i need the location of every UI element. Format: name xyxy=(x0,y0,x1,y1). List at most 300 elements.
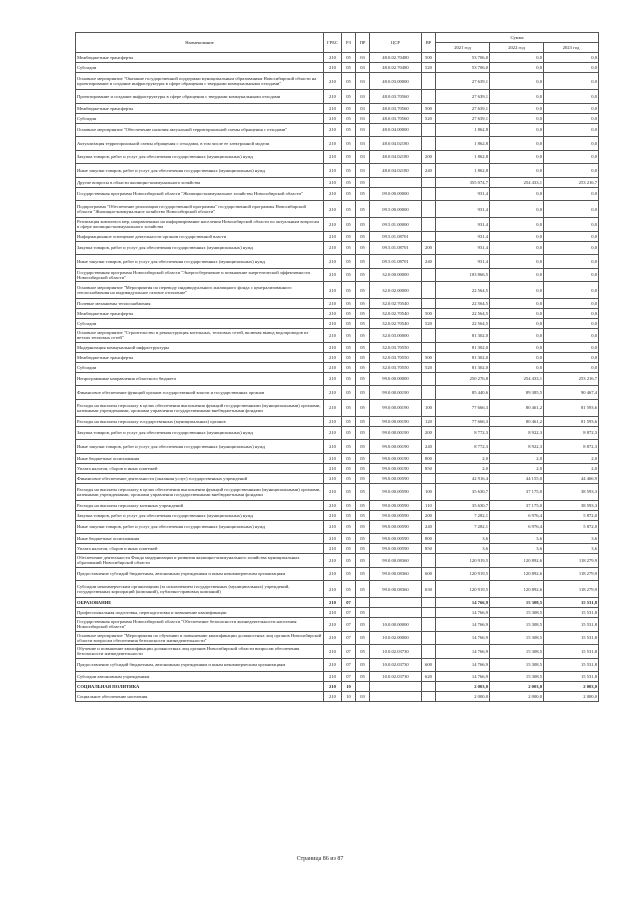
row-vr xyxy=(422,692,436,702)
row-2022: 254 433,1 xyxy=(490,372,544,386)
table-row xyxy=(76,692,599,702)
row-2023: 38 593,3 xyxy=(544,483,599,500)
row-2022: 6 976,4 xyxy=(490,520,544,534)
row-2021: 42 916,4 xyxy=(436,473,490,483)
row-csr: 48.0.02.70480 xyxy=(370,53,422,63)
row-rz: 05 xyxy=(342,473,356,483)
row-rz: 07 xyxy=(342,658,356,672)
row-rz: 10 xyxy=(342,682,356,692)
row-rz: 05 xyxy=(342,218,356,232)
row-csr: 09.5.00.00000 xyxy=(370,201,422,218)
row-rz: 05 xyxy=(342,362,356,372)
row-2023: 253 216,7 xyxy=(544,177,599,187)
row-vr xyxy=(422,137,436,151)
row-2023: 253 216,7 xyxy=(544,372,599,386)
row-2023: 5 872,0 xyxy=(544,510,599,520)
row-2021: 77 666,3 xyxy=(436,399,490,416)
row-2021: 81 302,0 xyxy=(436,329,490,343)
row-pr xyxy=(356,682,370,692)
row-2022: 0,0 xyxy=(490,342,544,352)
table-row xyxy=(76,63,599,73)
row-grbs: 210 xyxy=(324,372,342,386)
row-vr xyxy=(422,299,436,309)
table-row xyxy=(76,90,599,104)
row-csr xyxy=(370,692,422,702)
row-2021: 81 302,0 xyxy=(436,362,490,372)
row-vr: 600 xyxy=(422,567,436,581)
row-pr: 05 xyxy=(356,544,370,554)
row-pr: 05 xyxy=(356,319,370,329)
row-pr: 03 xyxy=(356,692,370,702)
row-2023: 3,6 xyxy=(544,534,599,544)
row-rz: 05 xyxy=(342,416,356,426)
row-name: Субсидии xyxy=(76,113,324,123)
row-rz: 07 xyxy=(342,618,356,632)
row-vr xyxy=(422,73,436,90)
row-2022: 15 308,5 xyxy=(490,672,544,682)
row-vr: 240 xyxy=(422,520,436,534)
table-row xyxy=(76,164,599,178)
row-csr: 48.0.03.70560 xyxy=(370,113,422,123)
row-2022: 0,0 xyxy=(490,137,544,151)
row-grbs: 210 xyxy=(324,426,342,440)
row-grbs: 210 xyxy=(324,399,342,416)
table-row xyxy=(76,453,599,463)
row-grbs: 210 xyxy=(324,473,342,483)
row-2022: 0,0 xyxy=(490,319,544,329)
table-row xyxy=(76,598,599,608)
row-rz: 05 xyxy=(342,255,356,269)
row-2022: 0,0 xyxy=(490,150,544,164)
row-2021: 27 639,1 xyxy=(436,103,490,113)
row-pr: 05 xyxy=(356,399,370,416)
row-grbs: 210 xyxy=(324,510,342,520)
row-2021: 14 766,9 xyxy=(436,645,490,659)
row-2023: 2,0 xyxy=(544,453,599,463)
row-grbs: 210 xyxy=(324,177,342,187)
row-grbs: 210 xyxy=(324,309,342,319)
row-2022: 254 433,1 xyxy=(490,177,544,187)
row-2021: 35 630,7 xyxy=(436,483,490,500)
row-pr: 05 xyxy=(356,241,370,255)
row-grbs: 210 xyxy=(324,500,342,510)
table-row xyxy=(76,618,599,632)
row-name: Полевые механизмы теплоснабжения xyxy=(76,299,324,309)
row-grbs: 210 xyxy=(324,520,342,534)
row-rz: 05 xyxy=(342,463,356,473)
row-csr: 32.0.03.70550 xyxy=(370,362,422,372)
table-row xyxy=(76,319,599,329)
row-name: Субсидии xyxy=(76,63,324,73)
row-2022: 15 308,5 xyxy=(490,631,544,645)
row-2022: 0,0 xyxy=(490,362,544,372)
row-pr: 05 xyxy=(356,426,370,440)
row-2021: 1 862,8 xyxy=(436,150,490,164)
row-pr: 05 xyxy=(356,618,370,632)
row-2022: 15 308,5 xyxy=(490,645,544,659)
row-2021: 35 630,7 xyxy=(436,500,490,510)
row-name: Иные закупки товаров, работ и услуг для обеспечения государственных (муниципальных) нужд xyxy=(76,255,324,269)
table-row xyxy=(76,218,599,232)
row-2021: 22 564,5 xyxy=(436,309,490,319)
row-name: Профессиональная подготовка, переподготовка и повышение квалификации xyxy=(76,608,324,618)
row-csr: 99.0.00.00190 xyxy=(370,463,422,473)
row-pr: 05 xyxy=(356,500,370,510)
row-name: Межбюджетные трансферты xyxy=(76,53,324,63)
row-2022: 0,0 xyxy=(490,113,544,123)
row-grbs: 210 xyxy=(324,73,342,90)
row-vr xyxy=(422,268,436,282)
row-grbs: 210 xyxy=(324,352,342,362)
row-vr: 800 xyxy=(422,453,436,463)
row-pr: 03 xyxy=(356,164,370,178)
table-row xyxy=(76,510,599,520)
row-grbs: 210 xyxy=(324,581,342,598)
row-name: Финансовое обеспечение деятельности (оказания услуг) государственных учреждений xyxy=(76,473,324,483)
table-row xyxy=(76,631,599,645)
budget-table-sheet xyxy=(75,32,598,702)
row-csr: 99.0.00.00190 xyxy=(370,440,422,454)
row-rz: 05 xyxy=(342,453,356,463)
table-row xyxy=(76,299,599,309)
row-rz: 05 xyxy=(342,483,356,500)
row-rz: 05 xyxy=(342,103,356,113)
row-pr: 05 xyxy=(356,416,370,426)
row-grbs: 210 xyxy=(324,567,342,581)
row-2021: 2,0 xyxy=(436,463,490,473)
row-2023: 81 593,6 xyxy=(544,416,599,426)
row-2021: 120 919,5 xyxy=(436,567,490,581)
table-row xyxy=(76,255,599,269)
row-pr: 05 xyxy=(356,608,370,618)
row-csr: 09.5.01.00000 xyxy=(370,218,422,232)
row-csr: 09.5.01.08701 xyxy=(370,255,422,269)
row-rz: 05 xyxy=(342,309,356,319)
row-pr: 05 xyxy=(356,483,370,500)
table-row xyxy=(76,372,599,386)
table-row xyxy=(76,440,599,454)
row-csr: 99.0.00.00190 xyxy=(370,386,422,400)
row-2022: 0,0 xyxy=(490,268,544,282)
row-2022: 2 003,0 xyxy=(490,682,544,692)
row-csr: 10.0.00.00000 xyxy=(370,618,422,632)
row-2021: 81 302,0 xyxy=(436,352,490,362)
row-2022: 80 461,2 xyxy=(490,399,544,416)
table-row xyxy=(76,187,599,201)
row-vr: 110 xyxy=(422,500,436,510)
table-row xyxy=(76,520,599,534)
row-grbs: 210 xyxy=(324,534,342,544)
row-2023: 0,0 xyxy=(544,63,599,73)
row-vr xyxy=(422,218,436,232)
row-2023: 0,0 xyxy=(544,362,599,372)
row-grbs: 210 xyxy=(324,90,342,104)
row-grbs: 210 xyxy=(324,150,342,164)
row-grbs: 210 xyxy=(324,329,342,343)
row-2023: 8 872,3 xyxy=(544,426,599,440)
row-2023: 3,6 xyxy=(544,544,599,554)
row-vr xyxy=(422,201,436,218)
row-vr xyxy=(422,372,436,386)
row-csr: 99.0.00.08360 xyxy=(370,567,422,581)
row-vr xyxy=(422,386,436,400)
row-csr: 32.0.03.70550 xyxy=(370,352,422,362)
row-name: Субсидии xyxy=(76,362,324,372)
row-csr: 10.0.02.03730 xyxy=(370,672,422,682)
row-2021: 22 564,5 xyxy=(436,299,490,309)
row-pr: 03 xyxy=(356,123,370,137)
row-vr: 520 xyxy=(422,319,436,329)
row-2021: 8 772,3 xyxy=(436,440,490,454)
row-csr: 99.0.00.00590 xyxy=(370,500,422,510)
row-pr: 03 xyxy=(356,63,370,73)
row-vr: 620 xyxy=(422,672,436,682)
row-2021: 1 862,8 xyxy=(436,164,490,178)
row-2021: 250 276,8 xyxy=(436,372,490,386)
row-2021: 120 919,5 xyxy=(436,554,490,568)
row-vr: 520 xyxy=(422,362,436,372)
row-pr: 05 xyxy=(356,581,370,598)
row-rz: 07 xyxy=(342,598,356,608)
row-2022: 0,0 xyxy=(490,201,544,218)
row-2021: 2,0 xyxy=(436,453,490,463)
row-vr: 500 xyxy=(422,103,436,113)
row-rz: 05 xyxy=(342,299,356,309)
row-csr: 48.0.04.00000 xyxy=(370,123,422,137)
row-name: Информационное освещение деятельности органов государственной власти xyxy=(76,231,324,241)
row-csr: 99.0.00.00590 xyxy=(370,544,422,554)
row-grbs: 210 xyxy=(324,231,342,241)
row-grbs: 210 xyxy=(324,483,342,500)
row-2023: 81 593,6 xyxy=(544,399,599,416)
row-2023: 118 279,9 xyxy=(544,567,599,581)
row-2022: 8 922,3 xyxy=(490,426,544,440)
row-pr: 05 xyxy=(356,658,370,672)
row-2022: 0,0 xyxy=(490,164,544,178)
row-csr: 48.0.04.02180 xyxy=(370,164,422,178)
row-pr: 05 xyxy=(356,453,370,463)
table-row xyxy=(76,658,599,672)
row-vr: 850 xyxy=(422,544,436,554)
row-grbs: 210 xyxy=(324,416,342,426)
row-vr xyxy=(422,682,436,692)
row-name: Закупка товаров, работ и услуг для обеспечения государственных (муниципальных) нужд xyxy=(76,510,324,520)
row-2023: 118 279,9 xyxy=(544,581,599,598)
table-row xyxy=(76,682,599,692)
row-pr: 05 xyxy=(356,473,370,483)
row-name: Расходы на выплаты персоналу в целях обеспечения выполнения функций государственными (муниципальными) органами, казенными учреждениями, органами управления государственными внебюджетными фондами xyxy=(76,483,324,500)
table-row xyxy=(76,386,599,400)
row-pr: 05 xyxy=(356,631,370,645)
table-row xyxy=(76,463,599,473)
row-pr: 05 xyxy=(356,268,370,282)
budget-table xyxy=(75,32,599,702)
row-2021: 2 003,0 xyxy=(436,682,490,692)
row-2023: 0,0 xyxy=(544,53,599,63)
table-row xyxy=(76,123,599,137)
row-name: Основное мероприятие "Мероприятия по обучению и повышению квалификации должностных лиц органов Новосибирской области вопросам обеспечения безопасности жизнедеятельности" xyxy=(76,631,324,645)
table-row xyxy=(76,53,599,63)
row-grbs: 210 xyxy=(324,241,342,255)
row-name: Модернизация коммунальной инфраструктуры xyxy=(76,342,324,352)
row-2021: 103 866,5 xyxy=(436,268,490,282)
row-pr: 05 xyxy=(356,567,370,581)
header-vr: ВР xyxy=(422,33,436,53)
row-grbs: 210 xyxy=(324,255,342,269)
row-pr: 05 xyxy=(356,352,370,362)
row-csr: 99.0.00.00190 xyxy=(370,453,422,463)
row-2022: 15 308,5 xyxy=(490,618,544,632)
row-rz: 05 xyxy=(342,534,356,544)
row-pr: 03 xyxy=(356,73,370,90)
row-vr xyxy=(422,554,436,568)
row-name: Основное мероприятие "Мероприятия по переводу индивидуального жилищного фонда с централизованного теплоснабжения на индивидуальное газовое отопление" xyxy=(76,282,324,299)
row-2021: 931,4 xyxy=(436,218,490,232)
row-vr xyxy=(422,631,436,645)
row-vr: 200 xyxy=(422,241,436,255)
row-rz: 05 xyxy=(342,201,356,218)
row-2023: 0,0 xyxy=(544,352,599,362)
row-csr: 99.0.00.08360 xyxy=(370,581,422,598)
row-name: ОБРАЗОВАНИЕ xyxy=(76,598,324,608)
row-grbs: 210 xyxy=(324,268,342,282)
row-rz: 05 xyxy=(342,510,356,520)
table-row xyxy=(76,150,599,164)
row-name: Другие вопросы в области жилищно-коммунального хозяйства xyxy=(76,177,324,187)
row-rz: 05 xyxy=(342,164,356,178)
row-name: Актуализация территориальной схемы обращения с отходами, в том числе ее электронной модели xyxy=(76,137,324,151)
row-2022: 15 308,5 xyxy=(490,598,544,608)
row-grbs: 210 xyxy=(324,440,342,454)
table-row xyxy=(76,534,599,544)
row-name: Основное мероприятие "Строительство и реконструкция котельных, тепловых сетей, включая вывод водопроводов из ветхих тепловых сетей" xyxy=(76,329,324,343)
row-pr: 03 xyxy=(356,113,370,123)
row-pr: 05 xyxy=(356,309,370,319)
row-2021: 931,4 xyxy=(436,255,490,269)
row-grbs: 210 xyxy=(324,631,342,645)
row-2023: 0,0 xyxy=(544,90,599,104)
row-name: Основное мероприятие "Оказание государственной поддержки муниципальным образованиям Новосибирской области на проектирование и создание инфраструктуры в сфере обращения с твердыми коммунальными отходами" xyxy=(76,73,324,90)
row-pr: 05 xyxy=(356,218,370,232)
row-2023: 0,0 xyxy=(544,201,599,218)
row-2022: 0,0 xyxy=(490,282,544,299)
page-number: Страница 86 из 87 xyxy=(296,856,344,862)
row-2023: 15 531,8 xyxy=(544,598,599,608)
row-2022: 37 175,0 xyxy=(490,483,544,500)
row-pr: 05 xyxy=(356,282,370,299)
row-csr: 48.0.04.02180 xyxy=(370,150,422,164)
row-vr xyxy=(422,177,436,187)
row-rz: 05 xyxy=(342,329,356,343)
row-pr: 03 xyxy=(356,150,370,164)
row-name: Иные бюджетные ассигнования xyxy=(76,534,324,544)
header-csr: ЦСР xyxy=(370,33,422,53)
row-rz: 05 xyxy=(342,241,356,255)
row-2022: 37 175,0 xyxy=(490,500,544,510)
row-2021: 1 862,8 xyxy=(436,123,490,137)
row-2022: 0,0 xyxy=(490,309,544,319)
row-pr: 05 xyxy=(356,201,370,218)
row-2023: 15 531,8 xyxy=(544,608,599,618)
row-2022: 6 976,4 xyxy=(490,510,544,520)
row-rz: 05 xyxy=(342,440,356,454)
row-grbs: 210 xyxy=(324,682,342,692)
row-name: Закупка товаров, работ и услуг для обеспечения государственных (муниципальных) нужд xyxy=(76,426,324,440)
row-vr xyxy=(422,123,436,137)
row-rz: 07 xyxy=(342,672,356,682)
row-pr: 05 xyxy=(356,672,370,682)
row-csr: 32.0.02.00000 xyxy=(370,282,422,299)
row-rz: 10 xyxy=(342,692,356,702)
row-2023: 0,0 xyxy=(544,150,599,164)
row-rz: 05 xyxy=(342,352,356,362)
row-vr xyxy=(422,90,436,104)
row-pr: 05 xyxy=(356,534,370,544)
row-csr xyxy=(370,177,422,187)
row-2023: 0,0 xyxy=(544,319,599,329)
row-csr: 48.0.03.00000 xyxy=(370,73,422,90)
row-name: Расходы на выплаты персоналу в целях обеспечения выполнения функций государственными (муниципальными) органами, казенными учреждениями, органами управления государственными внебюджетными фондами xyxy=(76,399,324,416)
row-csr: 32.0.02.70540 xyxy=(370,319,422,329)
row-name: Иные бюджетные ассигнования xyxy=(76,453,324,463)
row-vr: 850 xyxy=(422,463,436,473)
row-vr: 520 xyxy=(422,63,436,73)
row-name: Уплата налогов, сборов и иных платежей xyxy=(76,544,324,554)
row-rz: 05 xyxy=(342,581,356,598)
row-2023: 0,0 xyxy=(544,299,599,309)
row-rz: 05 xyxy=(342,319,356,329)
row-2023: 0,0 xyxy=(544,282,599,299)
row-2022: 0,0 xyxy=(490,329,544,343)
row-2022: 0,0 xyxy=(490,90,544,104)
row-csr: 99.0.00.00190 xyxy=(370,426,422,440)
table-row xyxy=(76,137,599,151)
table-row xyxy=(76,352,599,362)
table-row xyxy=(76,416,599,426)
row-2022: 80 461,2 xyxy=(490,416,544,426)
row-pr: 05 xyxy=(356,329,370,343)
row-pr: 05 xyxy=(356,645,370,659)
row-grbs: 210 xyxy=(324,608,342,618)
row-2022: 120 892,6 xyxy=(490,581,544,598)
row-grbs: 210 xyxy=(324,319,342,329)
row-vr: 240 xyxy=(422,164,436,178)
row-rz: 05 xyxy=(342,137,356,151)
row-2023: 2 003,0 xyxy=(544,682,599,692)
row-vr: 200 xyxy=(422,426,436,440)
row-grbs: 210 xyxy=(324,645,342,659)
header-sum: Сумма xyxy=(436,33,599,43)
row-rz: 05 xyxy=(342,554,356,568)
row-rz: 05 xyxy=(342,567,356,581)
row-name: Социальное обеспечение населения xyxy=(76,692,324,702)
row-2023: 0,0 xyxy=(544,329,599,343)
table-row xyxy=(76,473,599,483)
row-2023: 0,0 xyxy=(544,164,599,178)
row-vr: 500 xyxy=(422,309,436,319)
header-grbs: ГРБС xyxy=(324,33,342,53)
row-rz: 05 xyxy=(342,63,356,73)
row-rz: 05 xyxy=(342,90,356,104)
row-csr: 10.0.02.00000 xyxy=(370,631,422,645)
row-2021: 931,4 xyxy=(436,201,490,218)
table-row xyxy=(76,567,599,581)
table-row xyxy=(76,177,599,187)
row-pr: 05 xyxy=(356,463,370,473)
row-2021: 53 706,0 xyxy=(436,63,490,73)
row-name: Уплата налогов, сборов и иных платежей xyxy=(76,463,324,473)
row-name: Основное мероприятие "Обеспечение наличия актуальной территориальной схемы обращения с отходами" xyxy=(76,123,324,137)
